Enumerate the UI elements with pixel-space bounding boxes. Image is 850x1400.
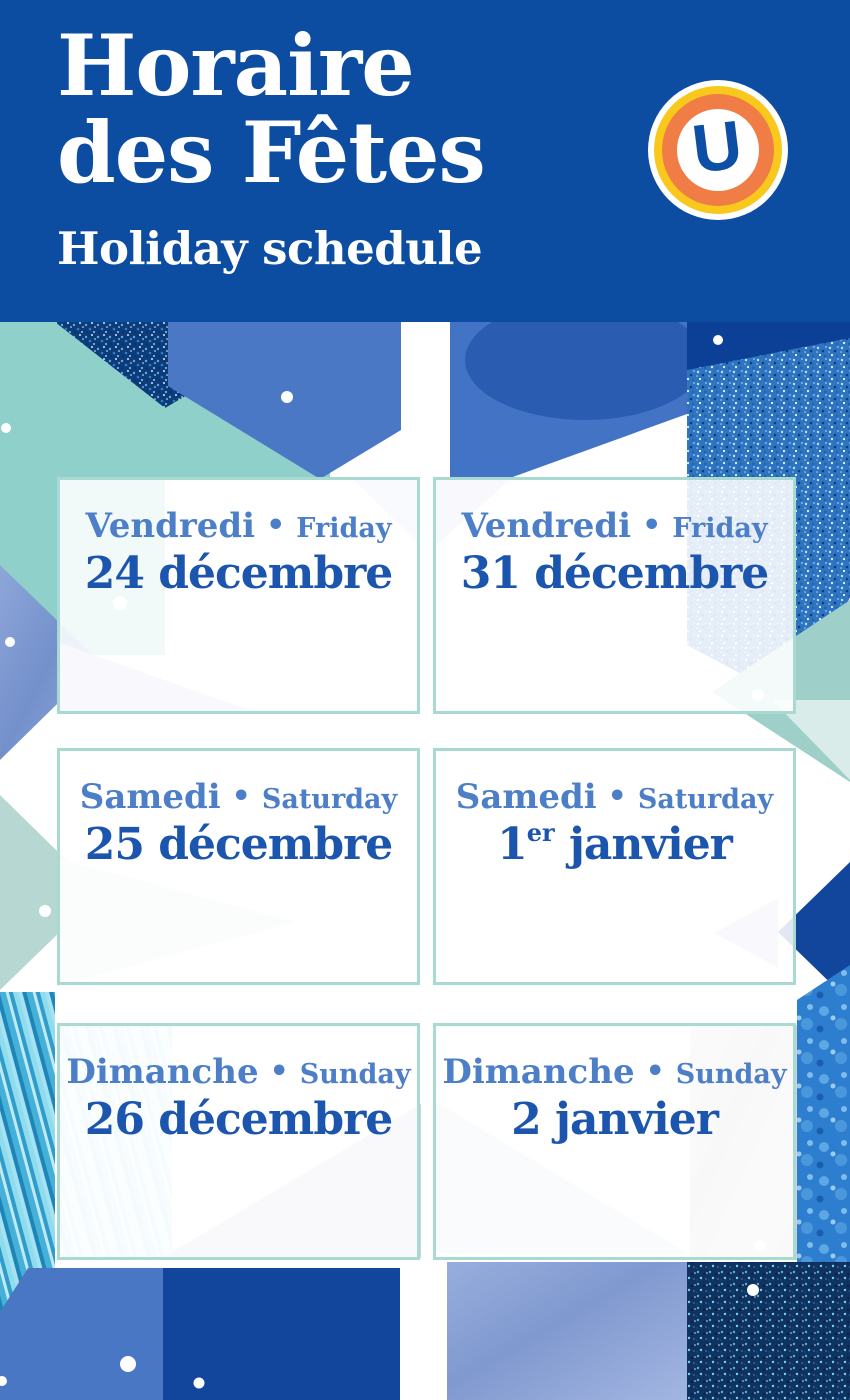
day-english: Sunday — [299, 1059, 411, 1090]
date-superscript: er — [526, 818, 555, 847]
blue-crack-texture-right — [797, 965, 850, 1270]
snow-dot — [5, 637, 15, 647]
card-date — [60, 1093, 417, 1145]
card-date — [60, 818, 417, 870]
date-main: 31 décembre — [460, 548, 769, 599]
day-english: Friday — [672, 513, 768, 544]
snow-dot — [747, 1284, 759, 1296]
date-main: 26 décembre — [84, 1094, 393, 1145]
title-line-french-1: Horaire — [57, 16, 414, 115]
day-french: Samedi — [455, 777, 597, 817]
snow-dot — [39, 905, 51, 917]
day-english: Sunday — [675, 1059, 787, 1090]
card-day-line — [436, 777, 793, 817]
watercolor-block-bottom — [447, 1262, 687, 1400]
logo-inner-disc — [677, 106, 759, 191]
day-english: Saturday — [637, 784, 774, 815]
title-line-french-2: des Fêtes — [57, 103, 485, 203]
blue-block-bottom-left — [0, 1268, 163, 1400]
date-main: 2 janvier — [511, 1094, 718, 1145]
card-day-line — [60, 506, 417, 546]
page-title — [57, 16, 485, 203]
snow-dot — [1, 423, 11, 433]
logo-yellow-ring — [654, 86, 782, 214]
snow-dot — [281, 391, 293, 403]
card-date — [60, 547, 417, 599]
store-logo — [648, 80, 788, 220]
blue-shape-right — [450, 322, 705, 478]
day-french: Samedi — [79, 777, 221, 817]
page-subtitle-english: Holiday schedule — [57, 222, 483, 275]
day-french: Vendredi — [85, 506, 256, 546]
schedule-card-dec25 — [57, 748, 420, 985]
day-english: Friday — [296, 513, 392, 544]
day-french: Dimanche — [66, 1052, 259, 1092]
day-french: Dimanche — [442, 1052, 635, 1092]
card-day-line — [60, 1052, 417, 1092]
card-date — [436, 547, 793, 599]
snow-dot — [194, 1378, 205, 1389]
card-day-line — [436, 506, 793, 546]
day-french: Vendredi — [461, 506, 632, 546]
date-tail: janvier — [554, 819, 732, 870]
schedule-card-dec24 — [57, 477, 420, 714]
logo-u-letter: U — [688, 106, 747, 188]
header-banner — [0, 0, 850, 322]
card-day-line — [436, 1052, 793, 1092]
schedule-card-jan1 — [433, 748, 796, 985]
day-separator: • — [231, 779, 251, 814]
card-day-line — [60, 777, 417, 817]
day-english: Saturday — [261, 784, 398, 815]
card-date — [436, 1093, 793, 1145]
day-separator: • — [645, 1054, 665, 1089]
date-main: 24 décembre — [84, 548, 393, 599]
schedule-card-dec26 — [57, 1023, 420, 1260]
logo-orange-ring — [662, 94, 774, 206]
schedule-card-dec31 — [433, 477, 796, 714]
day-separator: • — [269, 1054, 289, 1089]
day-separator: • — [607, 779, 627, 814]
date-main: 1 — [497, 819, 527, 870]
schedule-card-jan2 — [433, 1023, 796, 1260]
card-date — [436, 818, 793, 870]
day-separator: • — [266, 508, 286, 543]
snow-dot — [120, 1356, 136, 1372]
glitter-block-bottom-right — [687, 1262, 850, 1400]
day-separator: • — [642, 508, 662, 543]
snow-dot — [713, 335, 723, 345]
date-main: 25 décembre — [84, 819, 393, 870]
